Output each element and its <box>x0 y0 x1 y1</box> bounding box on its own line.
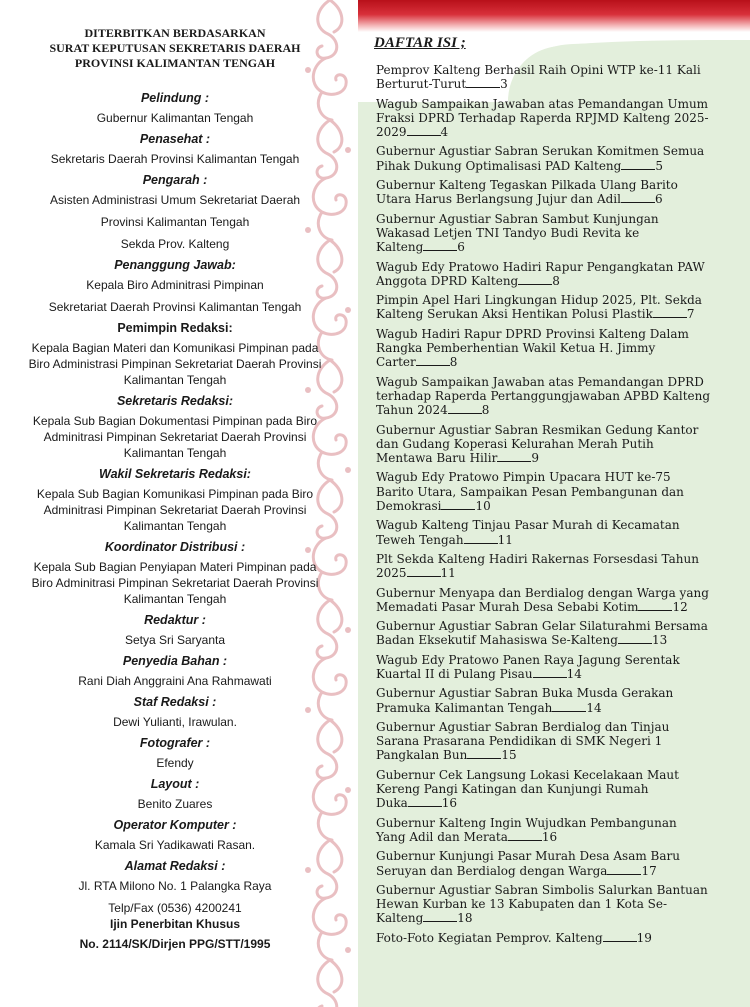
toc-line: Anggota DPRD Kalteng <box>376 273 519 288</box>
toc-page-number: 11 <box>497 532 513 547</box>
staff-person: Kepala Sub Bagian Penyiapan Materi Pimpinan pada Biro Adminitrasi Pimpinan Sekretariat Daerah Provinsi Kalimantan Tengah <box>31 560 319 606</box>
staff-role: Penanggung Jawab: <box>114 258 236 272</box>
staff-person: Kepala Sub Bagian Komunikasi Pimpinan pada Biro Adminitrasi Pimpinan Sekretariat Daerah Provinsi Kalimantan Tengah <box>36 487 314 533</box>
toc-item-text <box>376 499 716 513</box>
toc-leader <box>653 316 687 318</box>
toc-line: Utara Harus Berlangsung Jujur dan Adil <box>376 192 621 207</box>
toc-item-text <box>376 782 716 796</box>
toc-line: 2025 <box>376 566 407 581</box>
toc-line: Gubernur Agustiar Sabran Gelar Silaturahmi Bersama <box>376 619 708 634</box>
staff-person: Setya Sri Saryanta <box>124 633 226 647</box>
toc-item-text <box>376 341 716 355</box>
staff-person: Sekda Prov. Kalteng <box>120 237 230 251</box>
toc-item[interactable] <box>376 552 716 581</box>
toc-line: Wagub Edy Pratowo Pimpin Upacara HUT ke-75 <box>376 470 671 485</box>
toc-line: Berturut-Turut <box>376 77 467 92</box>
toc-page-number: 8 <box>552 273 560 288</box>
staff-role: Pelindung : <box>140 91 210 105</box>
toc-leader <box>407 575 441 577</box>
toc-line: Plt Sekda Kalteng Hadiri Rakernas Forsesdasi Tahun <box>376 551 699 566</box>
toc-item[interactable] <box>376 212 716 255</box>
toc-line: Barito Utara, Sampaikan Pesan Pembangunan dan <box>376 484 684 499</box>
toc-item-text <box>376 619 716 633</box>
toc-line: Wagub Hadiri Rapur DPRD Provinsi Kalteng Dalam <box>376 326 689 341</box>
toc-line: Gubernur Menyapa dan Berdialog dengan Warga yang <box>376 585 709 600</box>
toc-line: Hewan Kurban ke 13 Kabupaten dan 1 Kota Se- <box>376 897 668 912</box>
staff-role: Redaktur : <box>144 613 206 627</box>
toc-item-text <box>376 552 716 566</box>
toc-page-number: 7 <box>686 307 695 322</box>
toc-item-text <box>376 566 716 580</box>
toc-line: Gubernur Kunjungi Pasar Murah Desa Asam Baru <box>376 849 680 864</box>
staff-person: Provinsi Kalimantan Tengah <box>100 215 250 229</box>
toc-item-text <box>376 768 716 782</box>
staff-role: Penasehat : <box>139 132 211 146</box>
staff-person: Rani Diah Anggraini Ana Rahmawati <box>78 674 272 688</box>
toc-line: Kereng Pangi Katingan dan Kunjungi Rumah <box>376 782 649 797</box>
toc-item[interactable] <box>376 423 716 466</box>
toc-item-text <box>376 849 716 863</box>
toc-page-number: 17 <box>641 863 657 878</box>
toc-item[interactable] <box>376 653 716 682</box>
toc-item-text <box>376 63 716 77</box>
toc-item-text <box>376 883 716 897</box>
toc-item[interactable] <box>376 931 716 945</box>
toc-line: Pemprov Kalteng Berhasil Raih Opini WTP ke-11 Kali <box>376 63 701 77</box>
toc-line: 2029 <box>376 125 407 140</box>
toc-item-text <box>376 293 716 307</box>
toc-item[interactable] <box>376 178 716 207</box>
toc-item-text <box>376 830 716 844</box>
toc-item-text <box>376 178 716 192</box>
toc-line: Foto-Foto Kegiatan Pemprov. Kalteng <box>376 930 603 945</box>
toc-item-text <box>376 144 716 158</box>
toc-item-text <box>376 734 716 748</box>
staff-person: Telp/Fax (0536) 4200241 <box>108 901 242 915</box>
toc-leader <box>423 249 457 251</box>
toc-item-text <box>376 355 716 369</box>
staff-role: Fotografer : <box>139 736 211 750</box>
toc-line: Gubernur Agustiar Sabran Berdialog dan Tinjau <box>376 719 670 734</box>
staff-person: Kepala Sub Bagian Dokumentasi Pimpinan pada Biro Adminitrasi Pimpinan Sekretariat Daerah Provinsi Kalimantan Tengah <box>32 414 318 460</box>
staff-role: Sekretaris Redaksi: <box>116 394 234 408</box>
toc-item-text <box>376 931 716 945</box>
toc-item-text <box>376 159 716 173</box>
toc-line: Wagub Sampaikan Jawaban atas Pemandangan DPRD <box>376 374 704 389</box>
red-banner <box>358 0 750 32</box>
toc-leader <box>407 134 441 136</box>
toc-page-number: 9 <box>531 451 539 466</box>
toc-item-text <box>376 485 716 499</box>
toc-item-text <box>376 701 716 715</box>
license-number: No. 2114/SK/Dirjen PPG/STT/1995 <box>79 937 271 951</box>
toc-item-text <box>376 897 716 911</box>
toc-leader <box>621 201 655 203</box>
toc-leader <box>467 757 501 759</box>
staff-role: Pemimpin Redaksi: <box>117 321 233 335</box>
toc-item-text <box>376 260 716 274</box>
toc-item[interactable] <box>376 518 716 547</box>
toc-line: Wagub Sampaikan Jawaban atas Pemandangan Umum <box>376 96 709 111</box>
toc-page-number: 11 <box>440 566 456 581</box>
toc-item-text <box>376 240 716 254</box>
staff-role: Wakil Sekretaris Redaksi: <box>99 467 251 481</box>
toc-item-text <box>376 111 716 125</box>
editorial-staff <box>25 91 325 952</box>
toc-item-text <box>376 451 716 465</box>
toc-page-number: 10 <box>475 499 491 514</box>
staff-person: Sekretaris Daerah Provinsi Kalimantan Tengah <box>50 152 300 166</box>
staff-role: Alamat Redaksi : <box>124 859 226 873</box>
toc-item-text <box>376 533 716 547</box>
staff-person: Sekretariat Daerah Provinsi Kalimantan Tengah <box>48 300 302 314</box>
masthead-line: SURAT KEPUTUSAN SEKRETARIS DAERAH <box>49 41 301 55</box>
license-label: Ijin Penerbitan Khusus <box>109 917 241 931</box>
toc-title: DAFTAR ISI ; <box>374 35 466 51</box>
toc-item[interactable] <box>376 619 716 648</box>
toc-leader <box>607 873 641 875</box>
toc-line: Pangkalan Bun <box>376 748 468 763</box>
toc-item-text <box>376 748 716 762</box>
toc-item-text <box>376 307 716 321</box>
toc-item-text <box>376 518 716 532</box>
toc-line: Gubernur Agustiar Sabran Simbolis Salurkan Bantuan <box>376 882 708 897</box>
toc-item-text <box>376 97 716 111</box>
toc-line: Tahun 2024 <box>376 403 448 418</box>
toc-leader <box>423 920 457 922</box>
toc-line: Gubernur Agustiar Sabran Resmikan Gedung Kantor <box>376 422 699 437</box>
toc-leader <box>464 542 498 544</box>
toc-page-number: 19 <box>636 930 652 945</box>
toc-item-text <box>376 633 716 647</box>
toc-item[interactable] <box>376 97 716 140</box>
toc-item-text <box>376 192 716 206</box>
toc-item[interactable] <box>376 849 716 878</box>
toc-page-number: 16 <box>441 796 458 811</box>
toc-item-text <box>376 327 716 341</box>
staff-person: Dewi Yulianti, Irawulan. <box>113 715 237 729</box>
toc-leader <box>497 460 531 462</box>
toc-item[interactable] <box>376 327 716 370</box>
toc-item[interactable] <box>376 144 716 173</box>
toc-leader <box>416 364 450 366</box>
toc-item-text <box>376 720 716 734</box>
toc-item[interactable] <box>376 260 716 289</box>
toc-item-text <box>376 796 716 810</box>
toc-page-number: 15 <box>501 748 517 763</box>
toc-leader <box>621 168 655 170</box>
toc-leader <box>533 676 567 678</box>
toc-item-text <box>376 686 716 700</box>
toc-leader <box>552 710 586 712</box>
toc-item[interactable] <box>376 720 716 763</box>
toc-line: Wakasad Letjen TNI Tandyo Budi Revita ke <box>376 225 640 240</box>
toc-leader <box>508 839 542 841</box>
staff-role: Layout : <box>150 777 200 791</box>
toc-page-number: 6 <box>654 192 663 207</box>
toc-leader <box>441 508 475 510</box>
toc-line: Gubernur Kalteng Tegaskan Pilkada Ulang Barito <box>376 178 678 193</box>
toc-line: Kalteng Serukan Aksi Hentikan Polusi Plastik <box>376 307 653 322</box>
toc-line: Sarana Prasarana Pendidikan di SMK Negeri 1 <box>376 734 663 749</box>
toc-item-text <box>376 911 716 925</box>
toc-line: Wagub Kalteng Tinjau Pasar Murah di Kecamatan <box>376 518 680 533</box>
toc-leader <box>618 642 652 644</box>
staff-person: Gubernur Kalimantan Tengah <box>96 111 254 125</box>
staff-role: Staf Redaksi : <box>133 695 217 709</box>
toc-line: Teweh Tengah <box>376 532 464 547</box>
toc-item[interactable] <box>376 686 716 715</box>
toc-item-text <box>376 212 716 226</box>
toc-page-number: 14 <box>586 700 602 715</box>
toc-line: Pihak Dukung Optimalisasi PAD Kalteng <box>376 158 622 173</box>
toc-line: Gubernur Agustiar Sabran Serukan Komitmen Semua <box>376 144 705 159</box>
toc-line: Badan Eksekutif Mahasiswa Se-Kalteng <box>376 633 618 648</box>
toc-line: Duka <box>376 796 408 811</box>
toc-line: Kuartal II di Pulang Pisau <box>376 666 533 681</box>
staff-person: Jl. RTA Milono No. 1 Palangka Raya <box>78 879 272 893</box>
toc-line: terhadap Raperda Pertanggungjawaban APBD Kalteng <box>376 388 711 403</box>
toc-line: Gubernur Kalteng Ingin Wujudkan Pembangunan <box>376 815 677 830</box>
toc-item-text <box>376 437 716 451</box>
toc-line: Carter <box>376 355 416 370</box>
toc-line: Gubernur Cek Langsung Lokasi Kecelakaan Maut <box>376 767 679 782</box>
toc-page-number: 14 <box>566 666 582 681</box>
toc-line: Pramuka Kalimantan Tengah <box>376 700 553 715</box>
staff-person: Benito Zuares <box>137 797 213 811</box>
masthead-line: PROVINSI KALIMANTAN TENGAH <box>74 56 276 70</box>
toc-item-text <box>376 470 716 484</box>
toc-page-number: 18 <box>457 911 473 926</box>
toc-line: Wagub Edy Pratowo Hadiri Rapur Pengangkatan PAW <box>376 259 705 274</box>
toc-item-text <box>376 816 716 830</box>
toc-item[interactable] <box>376 470 716 513</box>
toc-item[interactable] <box>376 768 716 811</box>
toc-item-text <box>376 274 716 288</box>
toc-page-number: 13 <box>651 633 668 648</box>
toc-line: Seruyan dan Berdialog dengan Warga <box>376 863 608 878</box>
toc-item[interactable] <box>376 375 716 418</box>
toc-item-text <box>376 375 716 389</box>
staff-person: Kamala Sri Yadikawati Rasan. <box>94 838 256 852</box>
toc-line: Pimpin Apel Hari Lingkungan Hidup 2025, Plt. Sekda <box>376 293 702 308</box>
staff-person: Efendy <box>156 756 194 770</box>
toc-page-number: 12 <box>672 599 688 614</box>
toc-leader <box>638 609 672 611</box>
masthead <box>30 26 320 71</box>
table-of-contents <box>376 63 716 950</box>
toc-item-text <box>376 600 716 614</box>
toc-page-number: 6 <box>457 240 465 255</box>
toc-item-text <box>376 125 716 139</box>
toc-line: Demokrasi <box>376 499 442 514</box>
staff-person: Kepala Bagian Materi dan Komunikasi Pimpinan pada Biro Administrasi Pimpinan Sekretariat Daerah Provinsi Kalimantan Tengah <box>28 341 322 387</box>
toc-item-text <box>376 77 716 91</box>
toc-page-number: 8 <box>449 355 458 370</box>
toc-item-text <box>376 653 716 667</box>
toc-page-number: 8 <box>481 403 490 418</box>
toc-line: Memadati Pasar Murah Desa Sebabi Kotim <box>376 599 639 614</box>
toc-line: Gubernur Agustiar Sabran Sambut Kunjungan <box>376 211 659 226</box>
toc-line: Gubernur Agustiar Sabran Buka Musda Gerakan <box>376 686 674 701</box>
toc-page-number: 3 <box>500 77 508 92</box>
toc-item-text <box>376 403 716 417</box>
toc-item[interactable] <box>376 293 716 322</box>
toc-leader <box>408 805 442 807</box>
toc-line: Mentawa Baru Hilir <box>376 451 498 466</box>
masthead-line: DITERBITKAN BERDASARKAN <box>84 26 266 40</box>
toc-line: dan Gudang Koperasi Kelurahan Merah Putih <box>376 436 654 451</box>
staff-role: Pengarah : <box>142 173 208 187</box>
toc-item[interactable] <box>376 883 716 926</box>
toc-item-text <box>376 389 716 403</box>
toc-leader <box>466 86 500 88</box>
toc-item-text <box>376 586 716 600</box>
toc-leader <box>518 283 552 285</box>
toc-page-number: 5 <box>655 158 663 173</box>
toc-item-text <box>376 226 716 240</box>
staff-person: Asisten Administrasi Umum Sekretariat Daerah <box>49 193 301 207</box>
toc-item-text <box>376 667 716 681</box>
toc-item[interactable] <box>376 816 716 845</box>
toc-item[interactable] <box>376 586 716 615</box>
toc-item-text <box>376 423 716 437</box>
toc-leader <box>603 940 637 942</box>
toc-item[interactable] <box>376 63 716 92</box>
toc-leader <box>448 412 482 414</box>
staff-person: Kepala Biro Adminitrasi Pimpinan <box>86 278 264 292</box>
staff-role: Penyedia Bahan : <box>122 654 228 668</box>
toc-line: Fraksi DPRD Terhadap Raperda RPJMD Kalteng 2025- <box>376 110 709 125</box>
staff-role: Koordinator Distribusi : <box>104 540 246 554</box>
toc-page-number: 4 <box>440 125 449 140</box>
toc-line: Yang Adil dan Merata <box>376 829 508 844</box>
toc-line: Wagub Edy Pratowo Panen Raya Jagung Serentak <box>376 652 680 667</box>
toc-line: Kalteng <box>376 911 424 926</box>
toc-item-text <box>376 864 716 878</box>
toc-line: Kalteng <box>376 240 424 255</box>
toc-line: Rangka Pemberhentian Wakil Ketua H. Jimmy <box>376 341 656 356</box>
toc-page-number: 16 <box>541 829 558 844</box>
staff-role: Operator Komputer : <box>113 818 237 832</box>
